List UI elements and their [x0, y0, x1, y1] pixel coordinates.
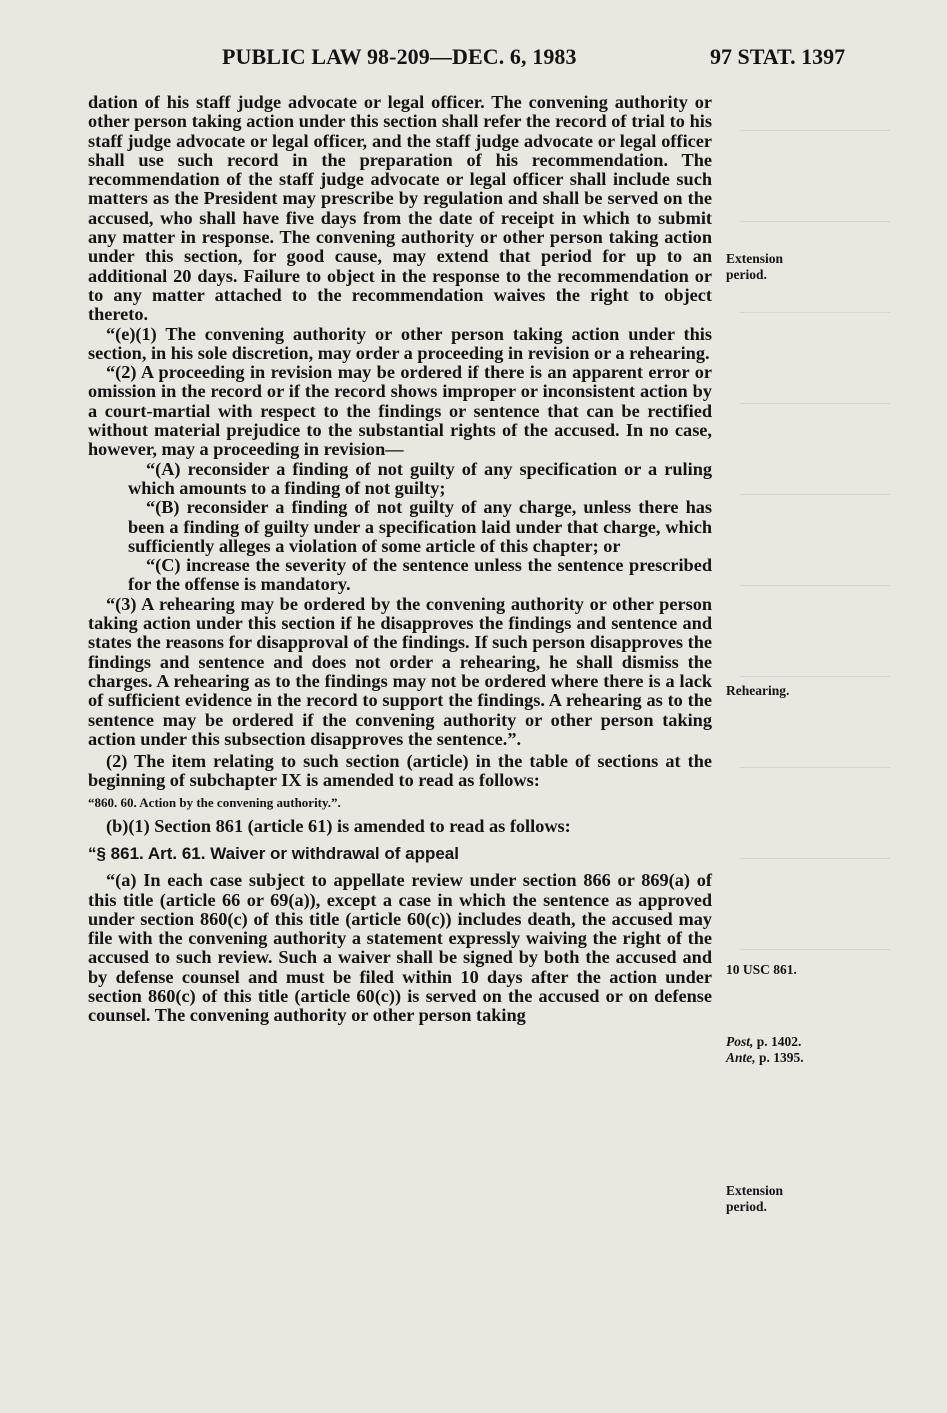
margin-note-post-ante: Post, p. 1402. Ante, p. 1395.	[726, 1034, 804, 1065]
paragraph-b1: (b)(1) Section 861 (article 61) is amended to read as follows:	[106, 815, 571, 836]
paragraph-e1: “(e)(1) The convening authority or other person taking action under this section, in his sole discretion, may order a proceeding in revision or a rehearing.	[88, 323, 712, 363]
margin-note-extension-2: Extension period.	[726, 1183, 784, 1214]
margin-note-extension-1: Extension period.	[726, 251, 784, 282]
paragraph-recommendation: dation of his staff judge advocate or legal officer. The convening authority or other person taking action under this section shall refer the record of trial to his staff judge advocate or legal officer, and the staff judge advocate or legal officer shall use such record in the preparation of his recommendation. The recommendation of the staff judge advocate or legal officer shall include such matters as the President may prescribe by regulation and shall be served on the accused, who shall have five days from the date of receipt in which to submit any matter in response. The convening authority or other person taking action under this section, for good cause, may extend that period for up to an additional 20 days. Failure to object in the response to the recommendation or to any matter attached to the recommendation waives the right to object thereto.	[88, 92, 712, 325]
running-header	[0, 44, 947, 78]
table-entry: “860. 60. Action by the convening authority.”.	[88, 794, 341, 810]
margin-note-usc: 10 USC 861.	[726, 962, 797, 977]
paragraph-e3: “(3) A rehearing may be ordered by the convening authority or other person taking action under this section if he disapproves the findings and sentence and states the reasons for disapproval of the findings. If such person disapproves the findings and sentence and does not order a rehearing, he shall dismiss the charges. A rehearing as to the findings may not be ordered where there is a lack of sufficient evidence in the record to support the findings. A rehearing as to the sentence may be ordered if the convening authority or other person taking action under this subsection disapproves the sentence.”.	[88, 593, 712, 749]
law-title: PUBLIC LAW 98-209—DEC. 6, 1983	[222, 44, 577, 69]
section-heading: “§ 861. Art. 61. Waiver or withdrawal of appeal	[88, 843, 459, 863]
margin-note-rehearing: Rehearing.	[726, 683, 790, 698]
paragraph-table-item: (2) The item relating to such section (article) in the table of sections at the beginning of subchapter IX is amended to read as follows:	[88, 751, 712, 791]
main-text	[88, 93, 712, 1026]
paragraph-e2: “(2) A proceeding in revision may be ordered if there is an apparent error or omission in the record or if the record shows improper or inconsistent action by a court-martial with respect to the findings or sentence that can be rectified without material prejudice to the substantial rights of the accused. In no case, however, may a proceeding in revision—	[88, 362, 712, 460]
clause-c: “(C) increase the severity of the sentence unless the sentence prescribed for the offense is mandatory.	[128, 555, 712, 595]
clause-b: “(B) reconsider a finding of not guilty of any charge, unless there has been a finding of guilty under a specification laid under that charge, which sufficiently alleges a violation of some article of this chapter; or	[128, 497, 712, 556]
stat-page-number: 97 STAT. 1397	[710, 44, 846, 69]
paragraph-waiver: “(a) In each case subject to appellate review under section 866 or 869(a) of this title (article 66 or 69(a)), except a case in which the sentence as approved under section 860(c) of this title (article 60(c)) includes death, the accused may file with the convening authority a statement expressly waiving the right of the accused to such review. Such a waiver shall be signed by both the accused and by defense counsel and must be filed within 10 days after the action under section 860(c) of this title (article 60(c)) is served on the accused or on defense counsel. The convening authority or other person taking	[88, 870, 712, 1026]
clause-a: “(A) reconsider a finding of not guilty of any specification or a ruling which amounts to a finding of not guilty;	[128, 458, 712, 498]
